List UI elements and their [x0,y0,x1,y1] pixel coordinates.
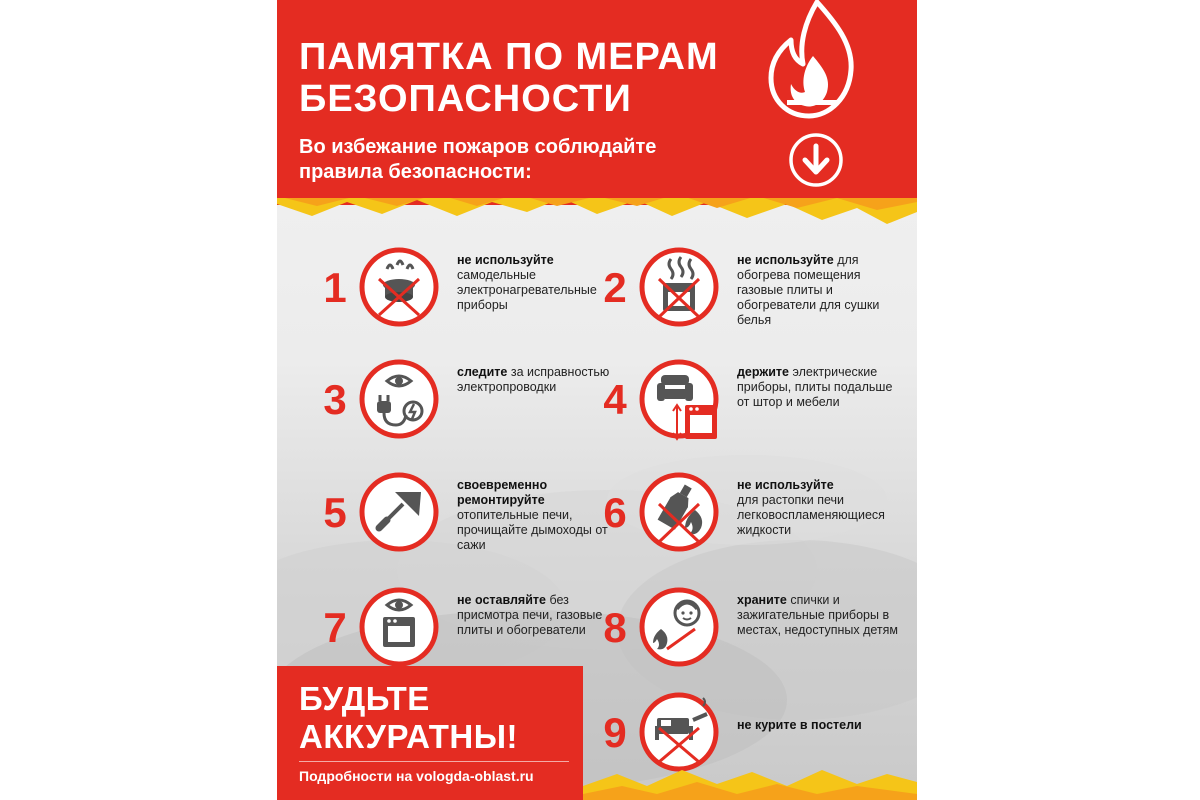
rule-number: 3 [323,376,347,423]
rule-desc: самодельные электронагревательные приборы [457,268,597,312]
rule-item-8 [597,585,897,675]
trowel-icon [357,470,441,554]
rule-text [737,478,907,538]
rule-number: 6 [603,489,627,536]
cta-divider [299,761,569,762]
rule-number: 9 [603,709,627,756]
rule-desc: не курите в постели [737,718,862,732]
title-line-1: ПАМЯТКА ПО МЕРАМ [299,36,719,78]
rule-item-1 [317,245,617,335]
flame-icon [765,0,857,120]
cta-line-1: БУДЬТЕ [299,680,430,717]
armchair-stove-distance-icon [637,357,721,441]
rule-number: 1 [323,264,347,311]
rule-item-7 [317,585,617,675]
rule-number: 7 [323,604,347,651]
rule-desc: спички и зажигательные приборы в местах, недоступных детям [737,593,899,637]
rule-desc: без присмотра печи, газовые плиты и обогреватели [457,593,603,637]
stove-eye-icon [357,585,441,669]
rule-bold: держите [737,365,789,379]
page-title [299,36,719,120]
rule-bold: храните [737,593,787,607]
bottle-fire-crossed-icon [637,470,721,554]
rule-number: 8 [603,604,627,651]
rule-item-6 [597,470,897,560]
title-line-2: БЕЗОПАСНОСТИ [299,78,632,120]
cta-line-2: АККУРАТНЫ! [299,718,519,755]
flame-edge-bottom [277,764,917,800]
subtitle-line-1: Во избежание пожаров соблюдайте [299,136,657,158]
rule-bold: не используйте [737,478,834,492]
arrow-down-icon [788,132,844,188]
rule-text [737,253,907,328]
rule-text [737,718,907,733]
more-info-link[interactable]: Подробности на vologda-oblast.ru [299,768,534,784]
rule-item-3 [317,357,617,447]
rule-item-2 [597,245,897,335]
rule-desc: для обогрева помещения газовые плиты и обогреватели для сушки белья [737,253,880,327]
rule-desc: электрические приборы, плиты подальше от штор и мебели [737,365,893,409]
flame-edge-top [277,190,917,236]
rule-text [737,593,907,638]
rule-bold: следите [457,365,508,379]
header-banner [277,0,917,205]
child-match-icon [637,585,721,669]
rule-desc: отопительные печи, прочищайте дымоходы от сажи [457,508,608,552]
rule-number: 2 [603,264,627,311]
bed-cigarette-crossed-icon [637,690,721,774]
rule-item-4 [597,357,897,447]
rule-item-5 [317,470,617,560]
rule-bold: не используйте [737,253,834,267]
rule-bold: своевременно ремонтируйте [457,478,548,507]
subtitle-line-2: правила безопасности: [299,161,532,183]
rule-number: 5 [323,489,347,536]
rule-desc: за исправностью электропроводки [457,365,610,394]
rule-bold: не оставляйте [457,593,546,607]
plug-eye-icon [357,357,441,441]
safety-poster [277,0,917,800]
rule-bold: не используйте [457,253,554,267]
stove-steam-crossed-icon [637,245,721,329]
rule-desc: для растопки печи легковоспламеняющиеся жидкости [737,493,885,537]
cta-title [299,680,518,756]
gas-burner-crossed-icon [357,245,441,329]
page-subtitle [299,135,656,185]
rule-text [737,365,907,410]
rule-number: 4 [603,376,627,423]
